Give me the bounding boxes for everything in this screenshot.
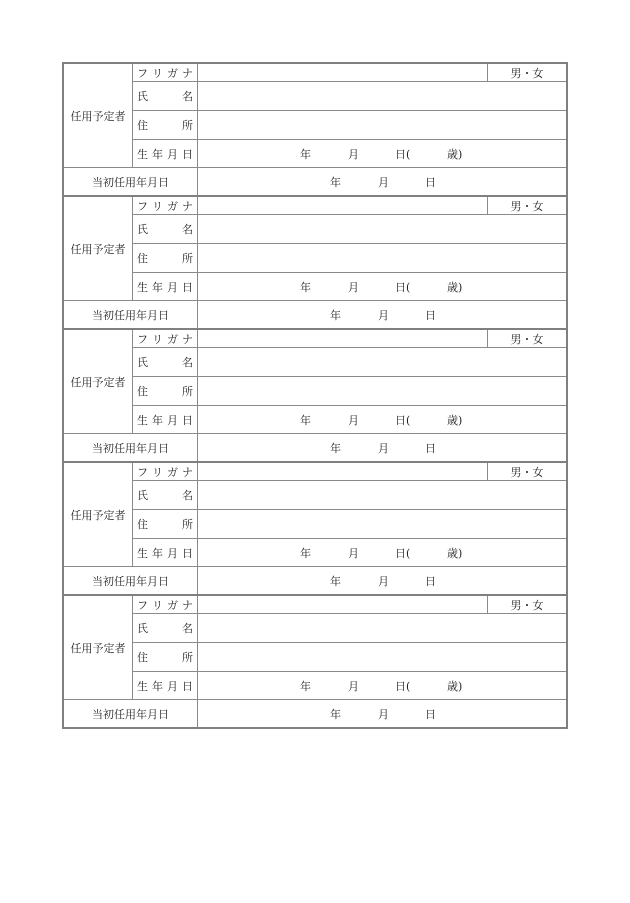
appointee-block-4 bbox=[64, 461, 566, 594]
furigana-field[interactable] bbox=[198, 596, 487, 613]
address-label: 住 所 bbox=[133, 111, 198, 139]
furigana-label: フ リ ガ ナ bbox=[133, 596, 198, 613]
furigana-row bbox=[133, 596, 566, 613]
appointee-block-1 bbox=[64, 64, 566, 195]
address-row bbox=[133, 243, 566, 272]
birth-day-unit: 日( bbox=[395, 413, 411, 427]
initial-appointment-field[interactable] bbox=[198, 567, 566, 594]
initial-day-unit: 日 bbox=[425, 707, 436, 721]
address-label: 住 所 bbox=[133, 643, 198, 671]
age-unit: 歳) bbox=[447, 679, 463, 693]
birth-month-unit: 月 bbox=[348, 147, 359, 161]
name-row bbox=[133, 347, 566, 376]
initial-appointment-field[interactable] bbox=[198, 700, 566, 727]
birthdate-label: 生 年 月 日 bbox=[133, 406, 198, 433]
birthdate-row bbox=[133, 139, 566, 167]
furigana-field[interactable] bbox=[198, 330, 487, 347]
age-unit: 歳) bbox=[447, 280, 463, 294]
initial-appointment-label: 当初任用年月日 bbox=[64, 567, 198, 594]
name-label: 氏 名 bbox=[133, 348, 198, 376]
birthdate-field[interactable] bbox=[198, 406, 566, 433]
address-field[interactable] bbox=[198, 510, 566, 538]
appointee-label: 任用予定者 bbox=[64, 463, 133, 566]
address-field[interactable] bbox=[198, 244, 566, 272]
furigana-label: フ リ ガ ナ bbox=[133, 330, 198, 347]
address-row bbox=[133, 642, 566, 671]
name-label: 氏 名 bbox=[133, 215, 198, 243]
gender-selector[interactable]: 男・女 bbox=[487, 463, 566, 480]
address-label: 住 所 bbox=[133, 510, 198, 538]
initial-appointment-label: 当初任用年月日 bbox=[64, 168, 198, 195]
initial-month-unit: 月 bbox=[378, 175, 389, 189]
furigana-label: フ リ ガ ナ bbox=[133, 197, 198, 214]
initial-appointment-label: 当初任用年月日 bbox=[64, 434, 198, 461]
name-field[interactable] bbox=[198, 481, 566, 509]
furigana-row bbox=[133, 330, 566, 347]
name-field[interactable] bbox=[198, 82, 566, 110]
birthdate-row bbox=[133, 405, 566, 433]
gender-selector[interactable]: 男・女 bbox=[487, 596, 566, 613]
birthdate-label: 生 年 月 日 bbox=[133, 539, 198, 566]
furigana-row bbox=[133, 64, 566, 81]
initial-appointment-label: 当初任用年月日 bbox=[64, 301, 198, 328]
address-field[interactable] bbox=[198, 643, 566, 671]
furigana-label: フ リ ガ ナ bbox=[133, 64, 198, 81]
initial-day-unit: 日 bbox=[425, 574, 436, 588]
birth-year-unit: 年 bbox=[300, 280, 311, 294]
name-label: 氏 名 bbox=[133, 82, 198, 110]
initial-month-unit: 月 bbox=[378, 574, 389, 588]
appointee-block-3 bbox=[64, 328, 566, 461]
address-field[interactable] bbox=[198, 111, 566, 139]
appointee-label: 任用予定者 bbox=[64, 330, 133, 433]
address-row bbox=[133, 376, 566, 405]
furigana-row bbox=[133, 463, 566, 480]
age-unit: 歳) bbox=[447, 147, 463, 161]
appointee-label: 任用予定者 bbox=[64, 197, 133, 300]
birthdate-field[interactable] bbox=[198, 273, 566, 300]
birth-month-unit: 月 bbox=[348, 546, 359, 560]
birth-day-unit: 日( bbox=[395, 546, 411, 560]
name-row bbox=[133, 613, 566, 642]
initial-appointment-row bbox=[64, 300, 566, 328]
birth-year-unit: 年 bbox=[300, 679, 311, 693]
appointee-label: 任用予定者 bbox=[64, 596, 133, 699]
appointee-block-2 bbox=[64, 195, 566, 328]
initial-appointment-field[interactable] bbox=[198, 301, 566, 328]
address-label: 住 所 bbox=[133, 244, 198, 272]
birthdate-row bbox=[133, 538, 566, 566]
birthdate-field[interactable] bbox=[198, 140, 566, 167]
name-field[interactable] bbox=[198, 215, 566, 243]
birthdate-label: 生 年 月 日 bbox=[133, 672, 198, 699]
gender-selector[interactable]: 男・女 bbox=[487, 330, 566, 347]
birth-month-unit: 月 bbox=[348, 679, 359, 693]
furigana-field[interactable] bbox=[198, 463, 487, 480]
birth-month-unit: 月 bbox=[348, 280, 359, 294]
gender-selector[interactable]: 男・女 bbox=[487, 64, 566, 81]
initial-appointment-field[interactable] bbox=[198, 434, 566, 461]
initial-appointment-row bbox=[64, 699, 566, 727]
birth-year-unit: 年 bbox=[300, 413, 311, 427]
initial-day-unit: 日 bbox=[425, 175, 436, 189]
initial-appointment-label: 当初任用年月日 bbox=[64, 700, 198, 727]
appointee-block-5 bbox=[64, 594, 566, 727]
gender-selector[interactable]: 男・女 bbox=[487, 197, 566, 214]
age-unit: 歳) bbox=[447, 413, 463, 427]
address-row bbox=[133, 509, 566, 538]
name-row bbox=[133, 480, 566, 509]
birthdate-field[interactable] bbox=[198, 539, 566, 566]
birth-day-unit: 日( bbox=[395, 147, 411, 161]
initial-month-unit: 月 bbox=[378, 441, 389, 455]
furigana-row bbox=[133, 197, 566, 214]
name-field[interactable] bbox=[198, 614, 566, 642]
address-field[interactable] bbox=[198, 377, 566, 405]
birthdate-field[interactable] bbox=[198, 672, 566, 699]
address-label: 住 所 bbox=[133, 377, 198, 405]
initial-appointment-row bbox=[64, 167, 566, 195]
birthdate-label: 生 年 月 日 bbox=[133, 140, 198, 167]
initial-appointment-field[interactable] bbox=[198, 168, 566, 195]
furigana-field[interactable] bbox=[198, 197, 487, 214]
initial-year-unit: 年 bbox=[330, 574, 341, 588]
furigana-label: フ リ ガ ナ bbox=[133, 463, 198, 480]
initial-year-unit: 年 bbox=[330, 175, 341, 189]
furigana-field[interactable] bbox=[198, 64, 487, 81]
initial-year-unit: 年 bbox=[330, 707, 341, 721]
initial-month-unit: 月 bbox=[378, 308, 389, 322]
name-label: 氏 名 bbox=[133, 614, 198, 642]
birth-day-unit: 日( bbox=[395, 280, 411, 294]
appointee-form-table bbox=[62, 62, 568, 729]
initial-day-unit: 日 bbox=[425, 308, 436, 322]
initial-month-unit: 月 bbox=[378, 707, 389, 721]
birth-year-unit: 年 bbox=[300, 147, 311, 161]
birthdate-label: 生 年 月 日 bbox=[133, 273, 198, 300]
name-row bbox=[133, 214, 566, 243]
initial-appointment-row bbox=[64, 433, 566, 461]
initial-year-unit: 年 bbox=[330, 441, 341, 455]
initial-year-unit: 年 bbox=[330, 308, 341, 322]
birthdate-row bbox=[133, 671, 566, 699]
initial-day-unit: 日 bbox=[425, 441, 436, 455]
address-row bbox=[133, 110, 566, 139]
age-unit: 歳) bbox=[447, 546, 463, 560]
initial-appointment-row bbox=[64, 566, 566, 594]
birth-month-unit: 月 bbox=[348, 413, 359, 427]
birth-day-unit: 日( bbox=[395, 679, 411, 693]
name-field[interactable] bbox=[198, 348, 566, 376]
birthdate-row bbox=[133, 272, 566, 300]
name-label: 氏 名 bbox=[133, 481, 198, 509]
birth-year-unit: 年 bbox=[300, 546, 311, 560]
appointee-label: 任用予定者 bbox=[64, 64, 133, 167]
name-row bbox=[133, 81, 566, 110]
